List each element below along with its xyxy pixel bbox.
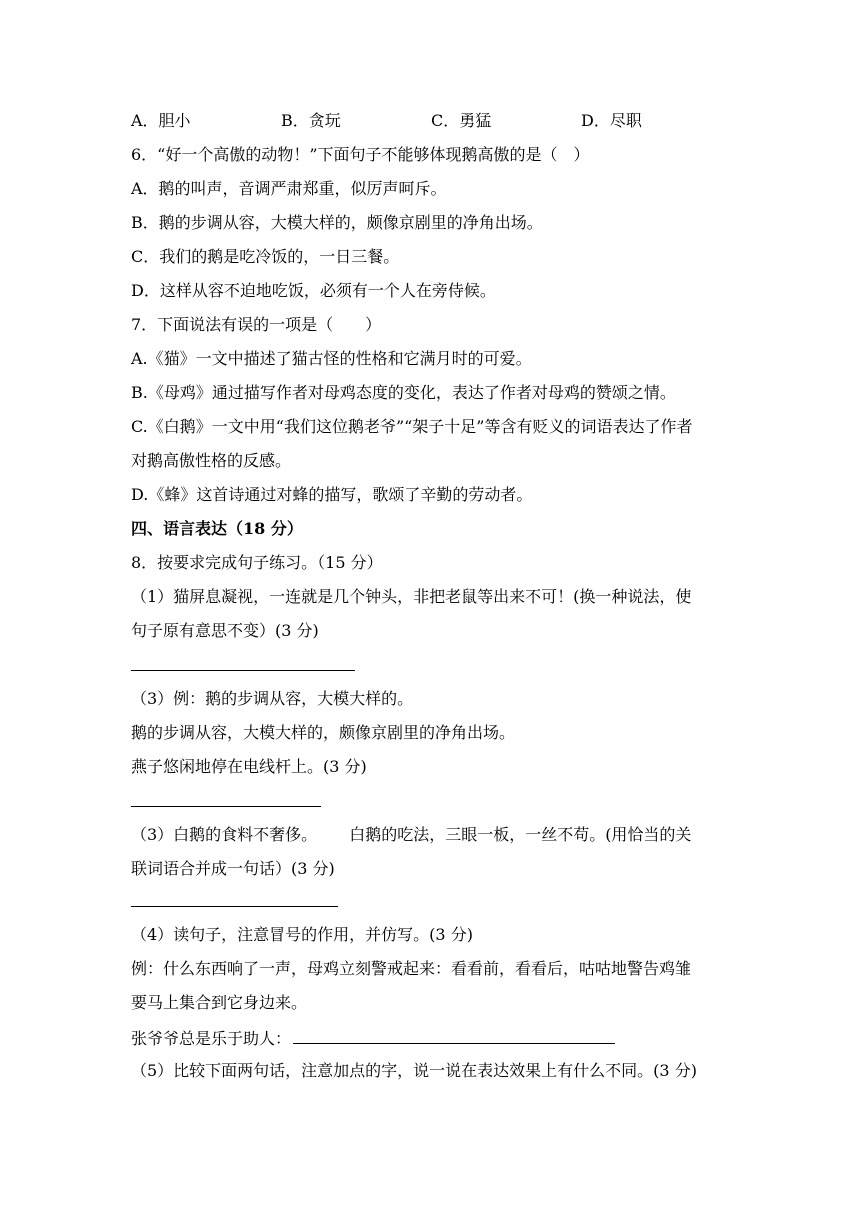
q8-part1-line2: 句子原有意思不变）(3 分) <box>131 621 319 640</box>
answer-blank-3[interactable] <box>131 906 338 907</box>
q8-stem: 8．按要求完成句子练习。（15 分） <box>131 553 383 572</box>
q6-option-a: A．鹅的叫声，音调严肃郑重，似厉声呵斥。 <box>131 179 447 198</box>
q7-option-d: D.《蜂》这首诗通过对蜂的描写，歌颂了辛勤的劳动者。 <box>131 485 533 504</box>
q8-part1-line1: （1）猫屏息凝视，一连就是几个钟头，非把老鼠等出来不可！(换一种说法，使 <box>131 587 692 606</box>
q5-options <box>131 111 731 133</box>
q8-part3-sentence2: 白鹅的吃法，三眼一板，一丝不苟。(用恰当的关 <box>349 825 692 844</box>
q5-option-d: D．尽职 <box>581 111 642 130</box>
q8-part3-line1 <box>131 825 691 847</box>
q8-part5-stem: （5）比较下面两句话，注意加点的字，说一说在表达效果上有什么不同。(3 分) <box>131 1061 697 1080</box>
section-heading: 四、语言表达（18 分） <box>131 519 303 538</box>
q7-option-a: A.《猫》一文中描述了猫古怪的性格和它满月时的可爱。 <box>131 349 532 368</box>
q6-option-c: C．我们的鹅是吃冷饭的，一日三餐。 <box>131 247 400 266</box>
q6-option-b: B．鹅的步调从容，大模大样的，颇像京剧里的净角出场。 <box>131 213 543 232</box>
q5-option-c: C．勇猛 <box>431 111 492 130</box>
q8-part2-example: （3）例：鹅的步调从容，大模大样的。 <box>131 689 414 708</box>
q7-option-c-line1: C.《白鹅》一文中用“我们这位鹅老爷”“架子十足”等含有贬义的词语表达了作者 <box>131 417 693 436</box>
q7-option-c-line2: 对鹅高傲性格的反感。 <box>131 451 292 470</box>
q8-part4-example-line2: 要马上集合到它身边来。 <box>131 993 308 1012</box>
q5-option-b: B．贪玩 <box>281 111 341 130</box>
q8-part4-stem: （4）读句子，注意冒号的作用，并仿写。(3 分) <box>131 925 473 944</box>
q7-stem: 7．下面说法有误的一项是（ ） <box>131 315 382 334</box>
q8-part4-task-text: 张爷爷总是乐于助人： <box>131 1029 292 1048</box>
q7-option-b: B.《母鸡》通过描写作者对母鸡态度的变化，表达了作者对母鸡的赞颂之情。 <box>131 383 676 402</box>
answer-blank-2[interactable] <box>131 806 321 807</box>
answer-blank-1[interactable] <box>131 670 355 671</box>
q8-part4-task <box>131 1027 615 1049</box>
q8-part2-example-expanded: 鹅的步调从容，大模大样的，颇像京剧里的净角出场。 <box>131 723 516 742</box>
q5-option-a: A．胆小 <box>131 111 191 130</box>
q8-part4-example-line1: 例：什么东西响了一声，母鸡立刻警戒起来：看看前，看看后，咕咕地警告鸡雏 <box>131 959 692 978</box>
answer-blank-4[interactable] <box>293 1027 615 1044</box>
q6-stem: 6．“好一个高傲的动物！”下面句子不能够体现鹅高傲的是（ ） <box>131 145 590 164</box>
q8-part3-line2: 联词语合并成一句话）(3 分) <box>131 859 335 878</box>
q8-part3-sentence1: （3）白鹅的食料不奢侈。 <box>131 825 318 844</box>
q8-part2-task: 燕子悠闲地停在电线杆上。(3 分) <box>131 757 367 776</box>
q6-option-d: D．这样从容不迫地吃饭，必须有一个人在旁侍候。 <box>131 281 496 300</box>
